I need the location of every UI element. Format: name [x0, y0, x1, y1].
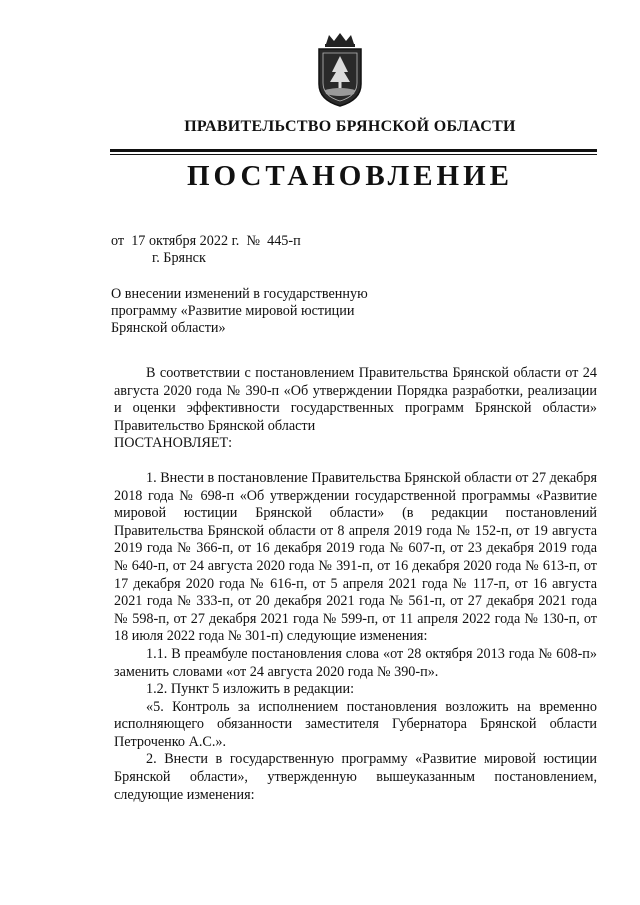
number-sign: №	[246, 233, 260, 249]
subject-line-3: Брянской области»	[111, 320, 226, 336]
clause-2-paragraph: 2. Внести в государственную программу «Развитие мировой юстиции Брянской области», утвержденную вышеуказанным постановлением, следующие изменения:	[114, 751, 597, 803]
decree-word: ПОСТАНОВЛЯЕТ:	[114, 435, 233, 452]
coat-of-arms-icon	[316, 32, 364, 108]
organization-title: ПРАВИТЕЛЬСТВО БРЯНСКОЙ ОБЛАСТИ	[184, 118, 516, 135]
preamble-paragraph: В соответствии с постановлением Правительства Брянской области от 24 августа 2020 года № 390-п «Об утверждении Порядка разработки, реализации и оценки эффективности государственных программ Брянской области» Правительство Брянской области	[114, 365, 597, 434]
clause-1-2-paragraph: 1.2. Пункт 5 изложить в редакции:	[146, 681, 355, 698]
clause-1-paragraph: 1. Внести в постановление Правительства Брянской области от 27 декабря 2018 года № 698-п «Об утверждении государственной программы «Развитие мировой юстиции Брянской области» (в редакции постановлений Правительства Брянской области от 8 апреля 2019 года № 152-п, от 19 августа 2019 года № 366-п, от 16 декабря 2019 года № 607-п, от 23 декабря 2019 года № 640-п, от 24 августа 2020 года № 391-п, от 16 декабря 2020 года № 613-п, от 17 декабря 2020 года № 616-п, от 5 апреля 2021 года № 117-п, от 16 августа 2021 года № 333-п, от 20 декабря 2021 года № 561-п, от 27 декабря 2021 года № 598-п, от 27 декабря 2021 года № 599-п, от 11 апреля 2022 года № 130-п, от 18 июля 2022 года № 301-п) следующие изменения:	[114, 469, 597, 645]
clause-1-1-paragraph: 1.1. В преамбуле постановления слова «от 28 октября 2013 года № 608-п» заменить словами «от 24 августа 2020 года № 390-п».	[114, 645, 597, 680]
document-body	[114, 365, 597, 804]
clause-5-text-paragraph: «5. Контроль за исполнением постановления возложить на временно исполняющего обязанности заместителя Губернатора Брянской области Петроченко А.С.».	[114, 698, 597, 750]
document-city: г. Брянск	[152, 250, 206, 266]
document-type-title: ПОСТАНОВЛЕНИЕ	[186, 160, 513, 192]
header-divider-thin	[110, 154, 597, 155]
document-date: 17 октября 2022 г.	[131, 233, 240, 249]
subject-line-1: О внесении изменений в государственную	[111, 286, 368, 302]
header-divider-thick	[110, 149, 597, 152]
date-prefix: от	[111, 233, 125, 249]
document-number: 445-п	[267, 233, 301, 249]
subject-line-2: программу «Развитие мировой юстиции	[111, 303, 355, 319]
date-line	[111, 232, 301, 250]
